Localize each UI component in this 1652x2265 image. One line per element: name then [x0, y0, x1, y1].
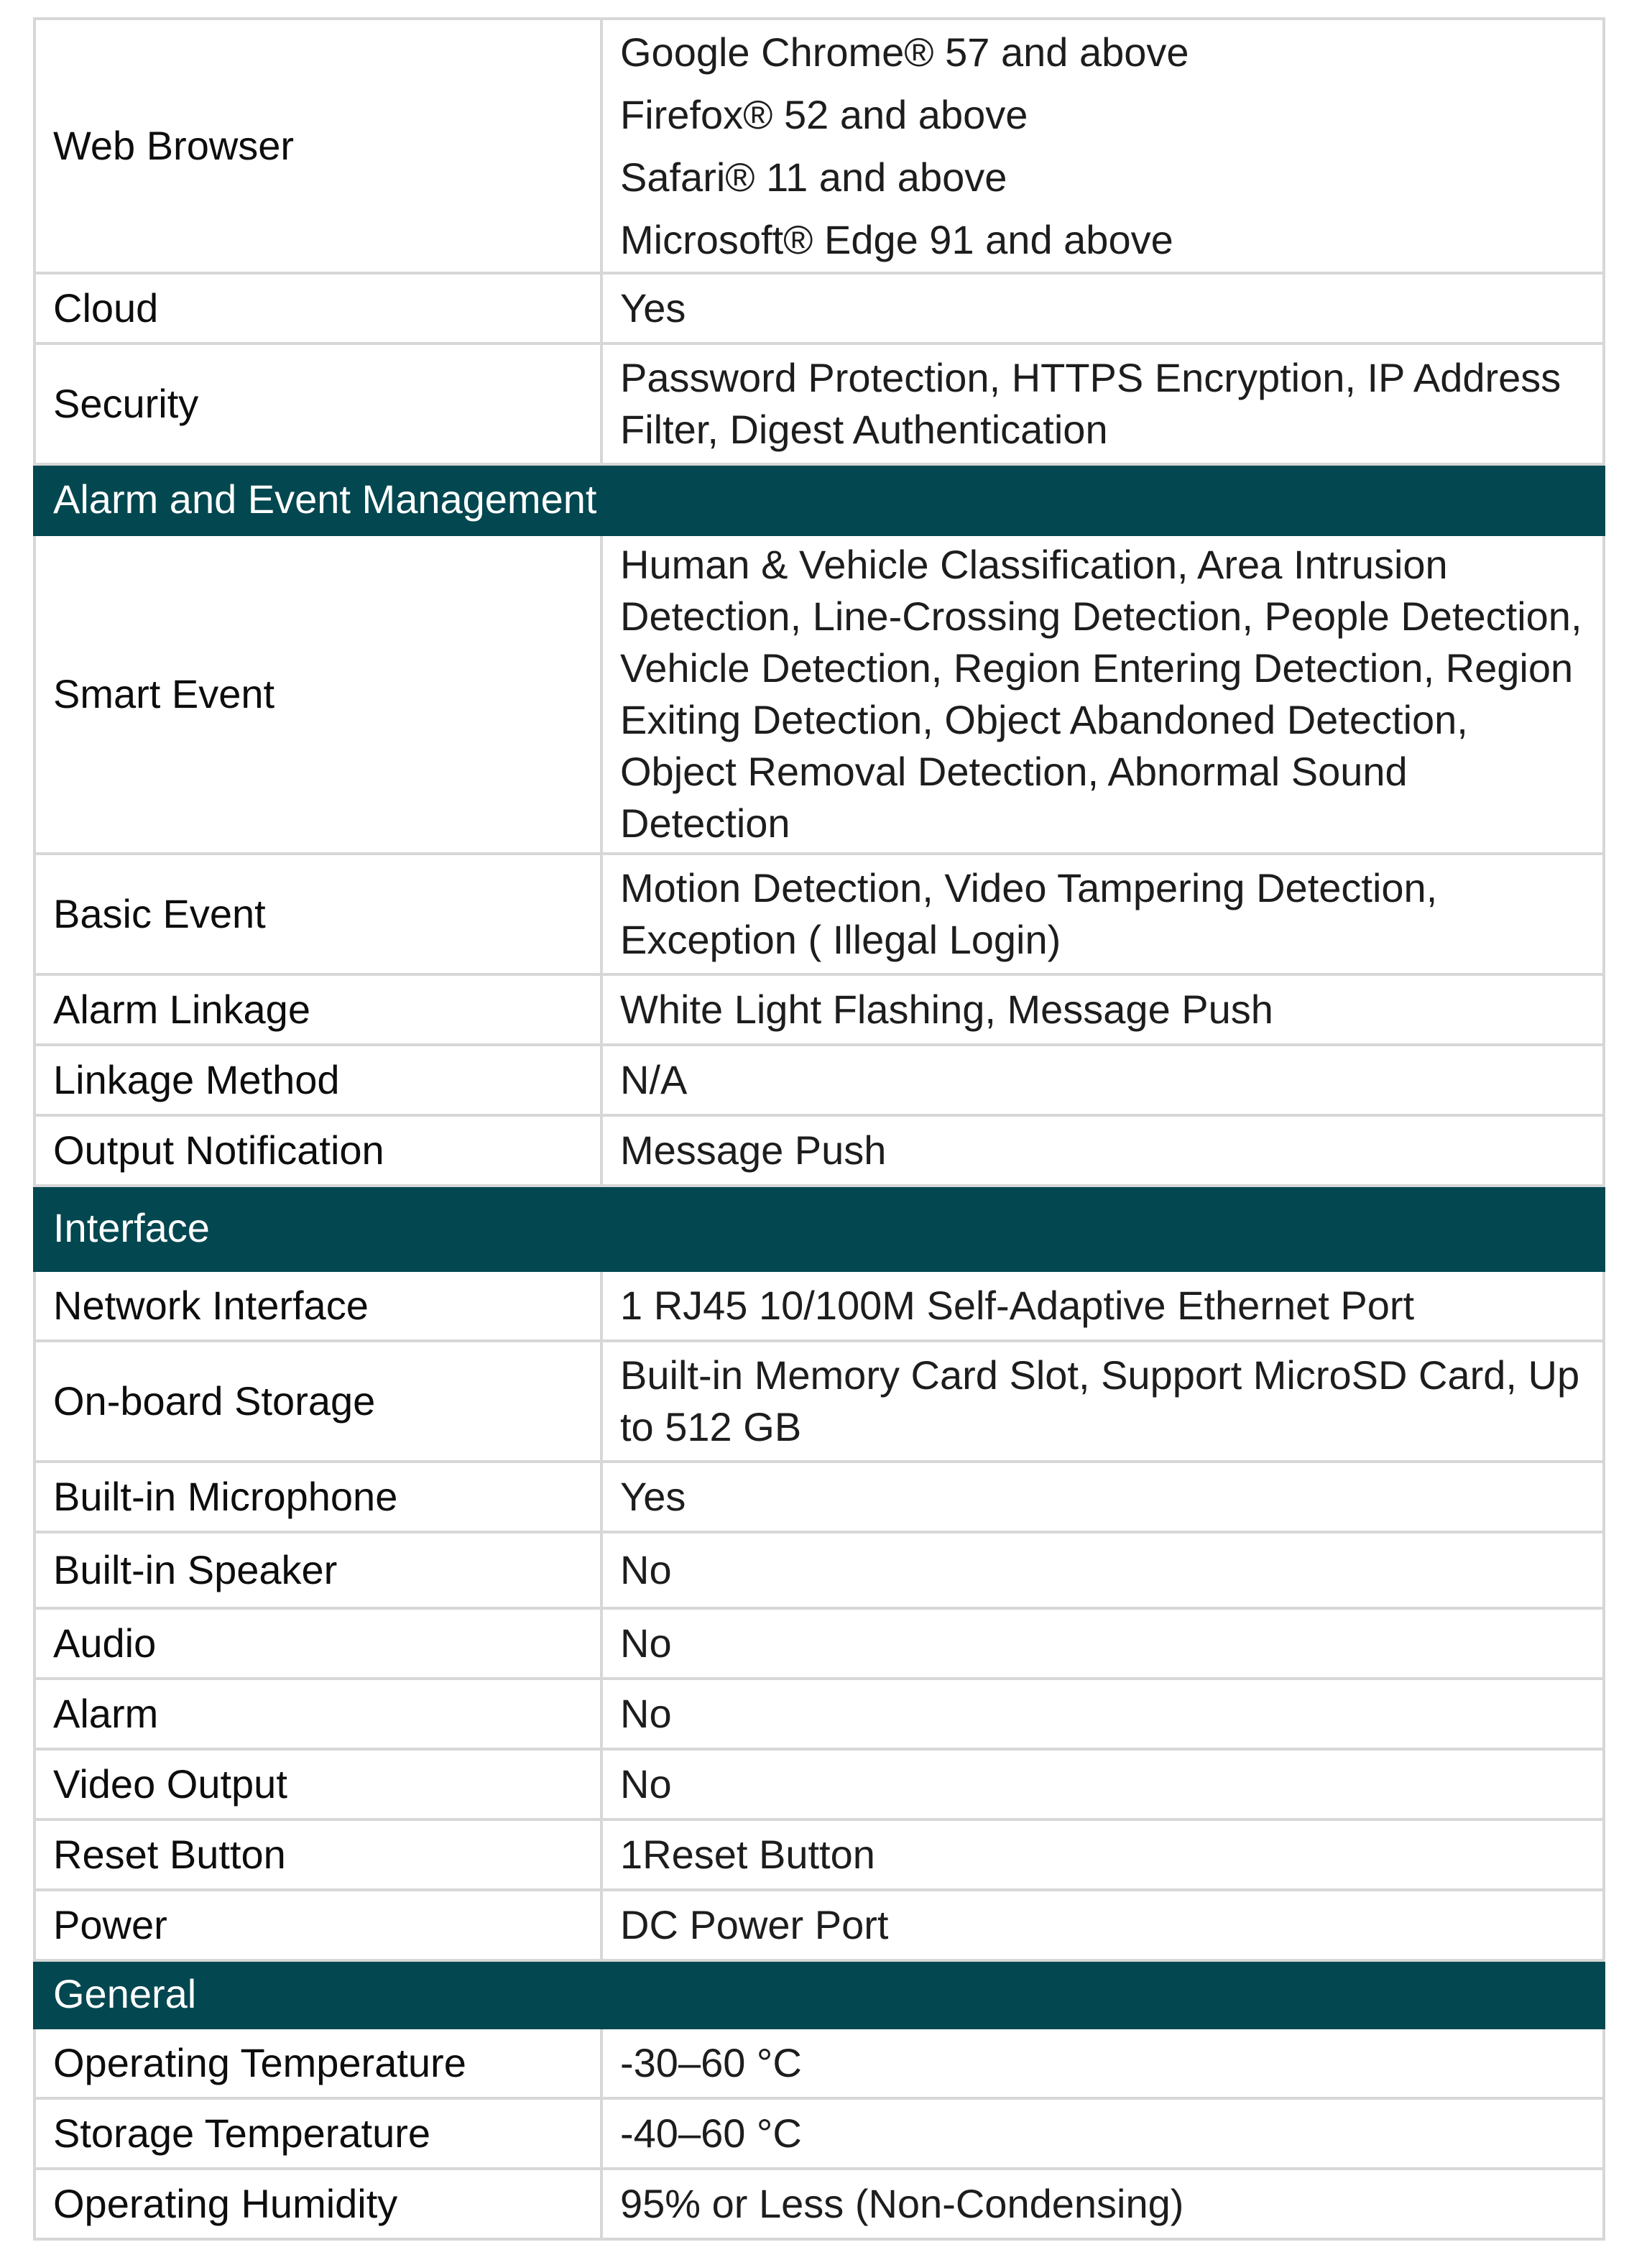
section-header-general: [34, 1960, 1604, 2028]
spec-row-operating-humidity: [34, 2169, 1604, 2239]
section-header-alarm-and-event-management: [34, 464, 1604, 535]
spec-table-container: [33, 17, 1605, 2241]
spec-value: No: [601, 1608, 1604, 1679]
spec-label: Operating Humidity: [34, 2169, 601, 2239]
section-title: Interface: [34, 1186, 1604, 1270]
spec-value: No: [601, 1532, 1604, 1608]
spec-row-network-interface: [34, 1270, 1604, 1341]
spec-row-built-in-microphone: [34, 1462, 1604, 1532]
spec-label: Reset Button: [34, 1819, 601, 1890]
spec-value: 95% or Less (Non-Condensing): [601, 2169, 1604, 2239]
spec-table-body: [34, 19, 1604, 2239]
spec-value: DC Power Port: [601, 1890, 1604, 1960]
spec-value: 1 RJ45 10/100M Self-Adaptive Ethernet Port: [601, 1270, 1604, 1341]
spec-value: -30–60 °C: [601, 2028, 1604, 2098]
spec-row-output-notification: [34, 1115, 1604, 1186]
spec-row-cloud: [34, 273, 1604, 343]
spec-value: White Light Flashing, Message Push: [601, 974, 1604, 1045]
spec-value: No: [601, 1679, 1604, 1749]
spec-row-operating-temperature: [34, 2028, 1604, 2098]
spec-label: Built-in Microphone: [34, 1462, 601, 1532]
spec-label: Audio: [34, 1608, 601, 1679]
spec-value: Motion Detection, Video Tampering Detection, Exception ( Illegal Login): [601, 854, 1604, 974]
spec-value-line: Safari® 11 and above: [620, 154, 1007, 200]
spec-value: [601, 19, 1604, 273]
spec-value: N/A: [601, 1045, 1604, 1115]
spec-value-line: Microsoft® Edge 91 and above: [620, 217, 1173, 262]
spec-row-built-in-speaker: [34, 1532, 1604, 1608]
spec-value: Built-in Memory Card Slot, Support MicroSD Card, Up to 512 GB: [601, 1341, 1604, 1462]
spec-label: Network Interface: [34, 1270, 601, 1341]
spec-table: [33, 17, 1605, 2241]
spec-label: Security: [34, 343, 601, 464]
spec-label: Alarm: [34, 1679, 601, 1749]
section-title: Alarm and Event Management: [34, 464, 1604, 535]
spec-value: Yes: [601, 1462, 1604, 1532]
spec-value: Password Protection, HTTPS Encryption, IP Address Filter, Digest Authentication: [601, 343, 1604, 464]
spec-label: Power: [34, 1890, 601, 1960]
spec-label: On-board Storage: [34, 1341, 601, 1462]
spec-value: Yes: [601, 273, 1604, 343]
spec-value: -40–60 °C: [601, 2098, 1604, 2169]
spec-label: Built-in Speaker: [34, 1532, 601, 1608]
spec-row-basic-event: [34, 854, 1604, 974]
spec-label: Cloud: [34, 273, 601, 343]
spec-label: Linkage Method: [34, 1045, 601, 1115]
spec-row-reset-button: [34, 1819, 1604, 1890]
spec-label: Web Browser: [34, 19, 601, 273]
spec-label: Storage Temperature: [34, 2098, 601, 2169]
spec-row-video-output: [34, 1749, 1604, 1819]
spec-value: 1Reset Button: [601, 1819, 1604, 1890]
spec-label: Alarm Linkage: [34, 974, 601, 1045]
spec-label: Video Output: [34, 1749, 601, 1819]
spec-row-audio: [34, 1608, 1604, 1679]
spec-row-web-browser: [34, 19, 1604, 273]
spec-value: Message Push: [601, 1115, 1604, 1186]
spec-row-storage-temperature: [34, 2098, 1604, 2169]
spec-row-on-board-storage: [34, 1341, 1604, 1462]
spec-value: No: [601, 1749, 1604, 1819]
section-title: General: [34, 1960, 1604, 2028]
spec-row-security: [34, 343, 1604, 464]
spec-row-linkage-method: [34, 1045, 1604, 1115]
spec-row-alarm-linkage: [34, 974, 1604, 1045]
spec-row-alarm: [34, 1679, 1604, 1749]
section-header-interface: [34, 1186, 1604, 1270]
spec-label: Output Notification: [34, 1115, 601, 1186]
spec-value-line: Google Chrome® 57 and above: [620, 29, 1189, 75]
spec-row-smart-event: [34, 535, 1604, 854]
spec-value-line: Firefox® 52 and above: [620, 92, 1028, 137]
spec-row-power: [34, 1890, 1604, 1960]
spec-value: Human & Vehicle Classification, Area Intrusion Detection, Line-Crossing Detection, People Detection, Vehicle Detection, Region Entering Detection, Region Exiting Detection, Object Abandoned Detection, Object Removal Detection, Abnormal Sound Detection: [601, 535, 1604, 854]
spec-label: Operating Temperature: [34, 2028, 601, 2098]
spec-label: Basic Event: [34, 854, 601, 974]
spec-label: Smart Event: [34, 535, 601, 854]
